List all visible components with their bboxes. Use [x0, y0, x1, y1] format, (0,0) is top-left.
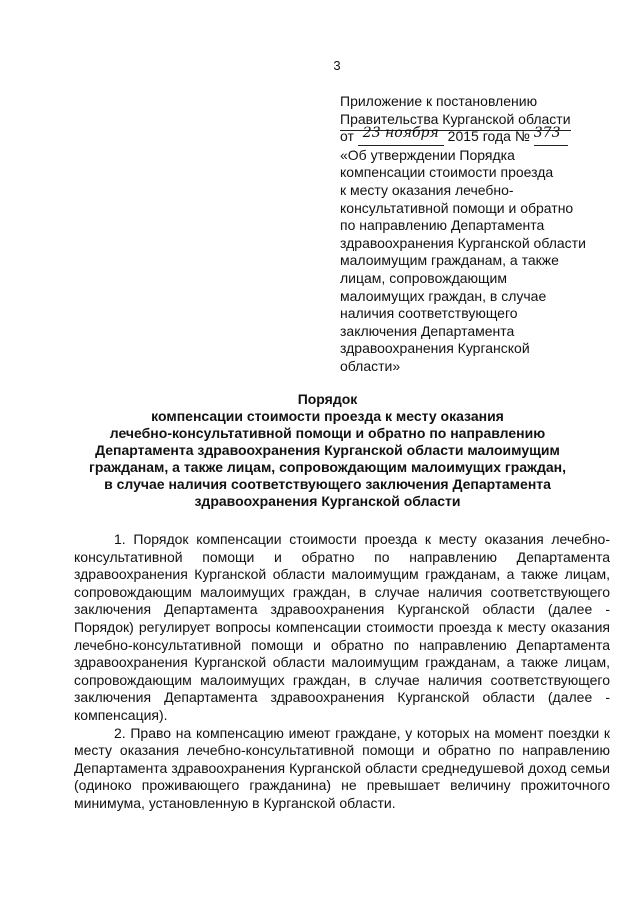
appendix-line: лицам, сопровождающим	[340, 269, 507, 286]
appendix-line: малоимущим гражданам, а также	[340, 252, 559, 269]
appendix-line: здравоохранения Курганской	[340, 340, 530, 357]
appendix-line: заключения Департамента	[340, 322, 515, 339]
appendix-line: по направлению Департамента	[340, 217, 545, 234]
year-and-number-label: 2015 года №	[447, 128, 530, 145]
paragraph-1-text: 1. Порядок компенсации стоимости проезда к месту оказания лечебно-консультативной помощи и обратно по направлению Департамента здравоохранения Курганской области малоимущим гражданам, а также лицам, сопровождающим малоимущих граждан, в случае наличия соответствующего заключения Департамента здравоохранения Курганской области (далее - Порядок) регулирует вопросы компенсации стоимости проезда к месту оказания лечебно-консультативной помощи и обратно по направлению Департамента здравоохранения Курганской области малоимущим гражданам, а также лицам, сопровождающим малоимущих граждан, в случае наличия соответствующего заключения Департамента здравоохранения Курганской области (далее - компенсация).	[74, 531, 610, 723]
appendix-header	[340, 93, 610, 376]
appendix-line-1: Приложение к постановлению	[340, 93, 538, 109]
appendix-line: области»	[340, 357, 401, 374]
date-prefix: от	[340, 128, 354, 145]
title-line: в случае наличия соответствующего заключения Департамента	[104, 476, 551, 492]
document-title	[55, 391, 600, 510]
title-line: здравоохранения Курганской области	[194, 493, 461, 509]
page-number: 3	[333, 58, 341, 73]
paragraph-1	[74, 531, 610, 725]
appendix-line-2-text: Правительства Курганской области	[340, 110, 571, 127]
title-line: компенсации стоимости проезда к месту оказания	[151, 408, 504, 424]
appendix-line: компенсации стоимости проезда	[340, 164, 554, 181]
handwritten-number: 373	[534, 125, 568, 143]
appendix-line: консультативной помощи и обратно	[340, 199, 574, 216]
appendix-line: здравоохранения Курганской области	[340, 234, 586, 251]
title-line: гражданам, а также лицам, сопровождающим малоимущих граждан,	[89, 459, 566, 475]
handwritten-date: 23 ноября	[358, 125, 444, 143]
title-heading: Порядок	[297, 391, 358, 407]
appendix-line: «Об утверждении Порядка	[340, 146, 515, 163]
title-line: Департамента здравоохранения Курганской области малоимущим	[95, 442, 560, 458]
appendix-line: наличия соответствующего	[340, 305, 518, 322]
document-body	[74, 531, 610, 813]
paragraph-2	[74, 725, 610, 813]
appendix-line: малоимущих граждан, в случае	[340, 287, 547, 304]
appendix-line: к месту оказания лечебно-	[340, 181, 514, 198]
title-line: лечебно-консультативной помощи и обратно по направлению	[109, 425, 546, 441]
paragraph-2-text: 2. Право на компенсацию имеют граждане, у которых на момент поездки к месту оказания лечебно-консультативной помощи и обратно по направлению Департамента здравоохранения Курганской области среднедушевой доход семьи (одиноко проживающего гражданина) не превышает величину прожиточного минимума, установленную в Курганской области.	[74, 724, 610, 811]
